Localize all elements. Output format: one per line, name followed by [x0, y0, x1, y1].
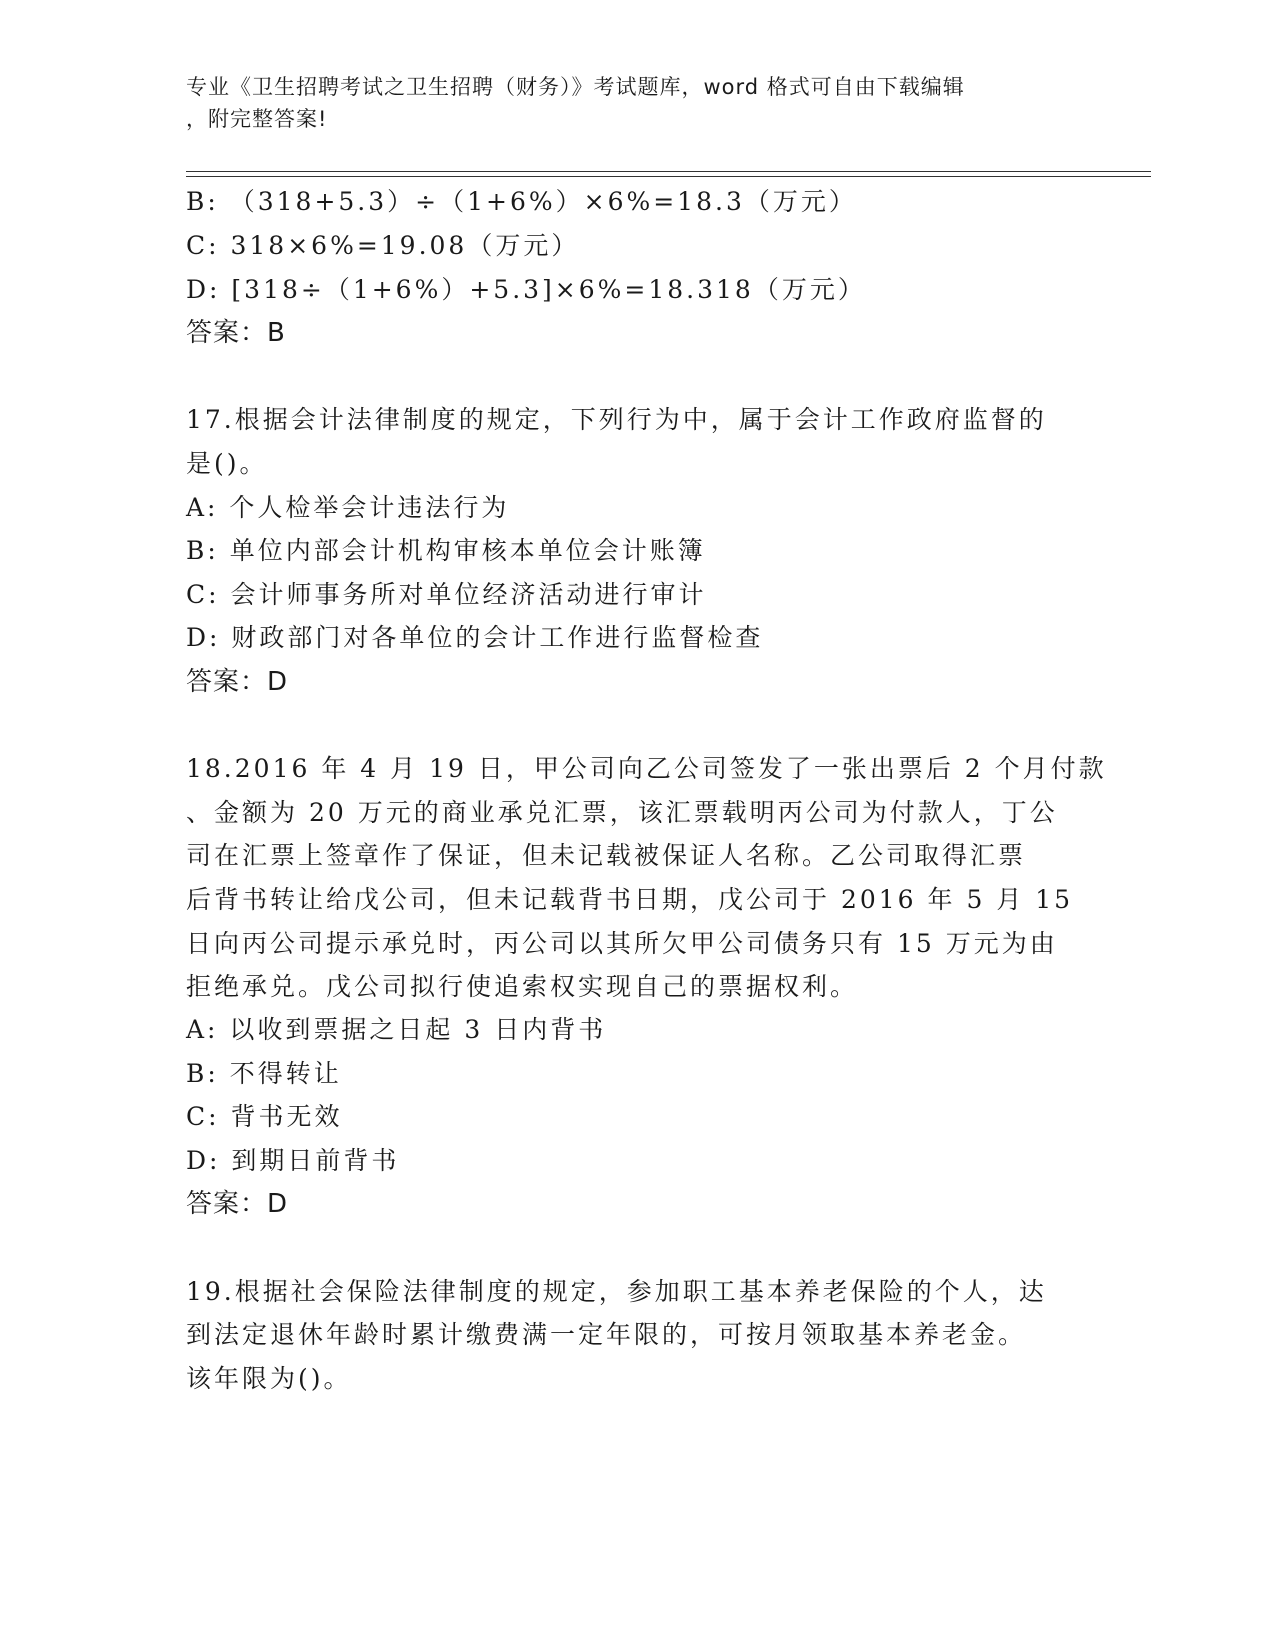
- header-line-2: ，附完整答案!: [186, 107, 328, 131]
- header-rule-bottom: [186, 176, 1151, 177]
- option-c: C: 背书无效: [186, 1102, 343, 1131]
- question-stem-line: 司在汇票上签章作了保证，但未记载被保证人名称。乙公司取得汇票: [186, 841, 1027, 870]
- header-rule-top: [186, 171, 1151, 172]
- option-c: C: 318×6%=19.08（万元）: [186, 231, 580, 260]
- option-a: A: 个人检举会计违法行为: [186, 493, 510, 522]
- answer: 答案：D: [186, 1189, 289, 1219]
- header-line-1: 专业《卫生招聘考试之卫生招聘（财务）》考试题库，word 格式可自由下载编辑: [186, 75, 965, 99]
- answer: 答案：B: [186, 318, 286, 348]
- option-b: B: （318+5.3）÷（1+6%）×6%=18.3（万元）: [186, 187, 857, 216]
- option-d: D: 财政部门对各单位的会计工作进行监督检查: [186, 623, 764, 652]
- question-stem-line: 该年限为()。: [186, 1364, 352, 1393]
- option-b: B: 不得转让: [186, 1059, 342, 1088]
- question-stem-line: 日向丙公司提示承兑时，丙公司以其所欠甲公司债务只有 15 万元为由: [186, 929, 1058, 958]
- question-stem-line: 19.根据社会保险法律制度的规定，参加职工基本养老保险的个人，达: [186, 1277, 1047, 1306]
- option-d: D: 到期日前背书: [186, 1146, 400, 1175]
- question-stem-line: 到法定退休年龄时累计缴费满一定年限的，可按月领取基本养老金。: [186, 1320, 1027, 1349]
- option-c: C: 会计师事务所对单位经济活动进行审计: [186, 580, 707, 609]
- question-stem-line: 后背书转让给戊公司，但未记载背书日期，戊公司于 2016 年 5 月 15: [186, 885, 1074, 914]
- question-stem-line: 拒绝承兑。戊公司拟行使追索权实现自己的票据权利。: [186, 972, 859, 1001]
- question-stem-line: 18.2016 年 4 月 19 日，甲公司向乙公司签发了一张出票后 2 个月付款: [186, 754, 1107, 783]
- question-stem-line: 、金额为 20 万元的商业承兑汇票，该汇票载明丙公司为付款人，丁公: [186, 798, 1058, 827]
- answer: 答案：D: [186, 667, 289, 697]
- question-stem-line: 是()。: [186, 449, 268, 478]
- option-a: A: 以收到票据之日起 3 日内背书: [186, 1015, 607, 1044]
- question-stem-line: 17.根据会计法律制度的规定，下列行为中，属于会计工作政府监督的: [186, 405, 1047, 434]
- option-b: B: 单位内部会计机构审核本单位会计账簿: [186, 536, 706, 565]
- option-d: D: [318÷（1+6%）+5.3]×6%=18.318（万元）: [186, 275, 866, 304]
